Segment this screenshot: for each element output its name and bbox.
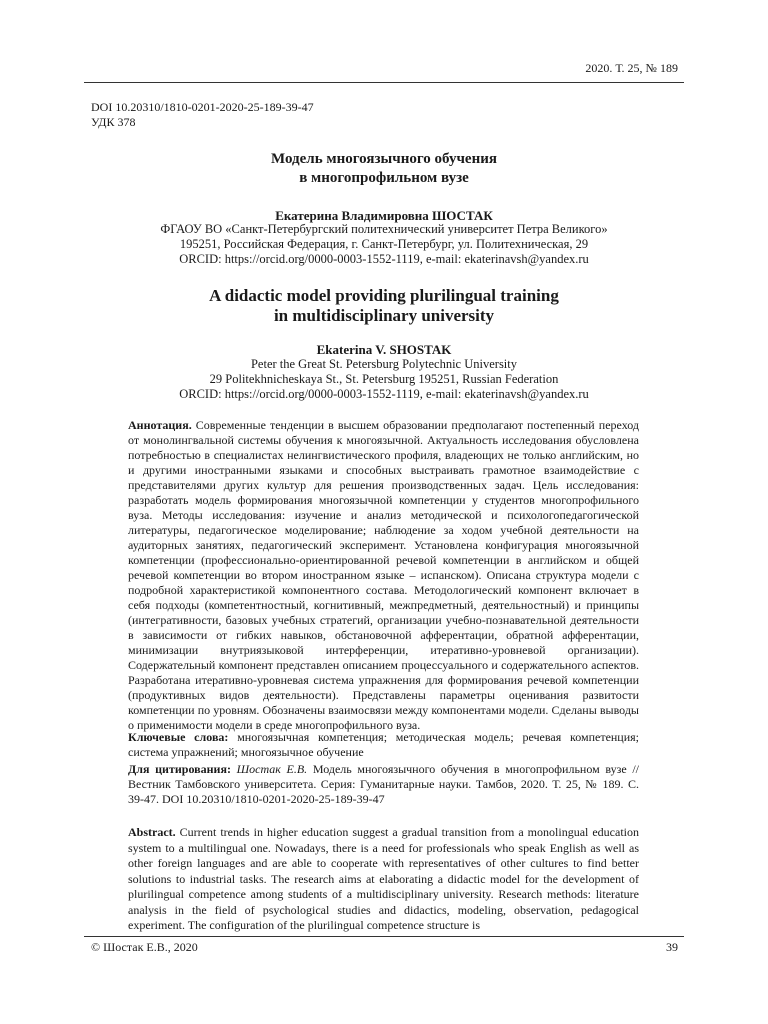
author-russian: Екатерина Владимировна ШОСТАК [275, 208, 493, 223]
keywords-label: Ключевые слова: [128, 730, 229, 744]
abstract-paragraph [128, 825, 639, 934]
citation-author: Шостак Е.В. [236, 762, 308, 776]
title-russian [84, 150, 684, 188]
annotation-label: Аннотация. [128, 418, 192, 432]
title-english-line2: in multidisciplinary university [273, 306, 495, 325]
annotation-paragraph [128, 418, 639, 733]
keywords-paragraph [128, 730, 639, 760]
udk: УДК 378 [91, 115, 136, 129]
title-english [84, 286, 684, 326]
affiliation-english-line2: 29 Politekhnicheskaya St., St. Petersburg 195251, Russian Federation [209, 372, 559, 386]
citation-text: Модель многоязычного обучения в многопрофильном вузе // Вестник Тамбовского университета. Серия: Гуманитарные науки. Тамбов, 2020. Т. 25, № 189. С. 39-47. DOI 10.20310/1810-0201-2020-25-189-39-47 [128, 762, 640, 806]
affiliation-russian [84, 222, 684, 267]
title-english-line1: A didactic model providing plurilingual training [209, 286, 559, 305]
page-number: 39 [666, 940, 678, 954]
affiliation-english-line1: Peter the Great St. Petersburg Polytechnic University [250, 357, 518, 371]
header-divider [84, 82, 684, 83]
title-russian-line1: Модель многоязычного обучения [271, 151, 497, 167]
title-russian-line2: в многопрофильном вузе [299, 170, 469, 186]
citation-paragraph [128, 762, 639, 807]
annotation-text: Современные тенденции в высшем образовании предполагают постепенный переход от монолингвальной системы обучения к многоязычной. Актуальность исследования обусловлена потребностью в специалистах нелингвистического профиля, владеющих не только английским, но и другими иностранными языками и способных выстраивать грамотное взаимодействие с представителями других культур для решения производственных задач. Цель исследования: разработать модель формирования многоязычной компетенции у студентов многопрофильного вуза. Методы исследования: изучение и анализ методической и психологопедагогической литературы, педагогическое моделирование; наблюдение за ходом учебной деятельности на аудиторных занятиях, педагогический эксперимент. Установлена конфигурация многоязычной компетенции (профессионально-ориентированной речевой компетенции в английском и общей речевой компетенции во втором иностранном языке – испанском). Описана структура модели с подробной характеристикой компонентного состава. Методологический компонент включает в себя подходы (компетентностный, когнитивный, межпредметный, деятельностный) и принципы (интегративности, базовых учебных стратегий, организации учебно-познавательной деятельности в зависимости от гибких навыков, обстановочной афферентации, обратной афферентации, минимизации внутриязыковой интерференции, итеративно-уровневой организации). Содержательный компонент представлен описанием процессуального и содержательного аспектов. Разработана итеративно-уровневая система упражнения для формирования речевой компетенции (продуктивных видов деятельности). Представлены параметры оценивания развитости компетенции по уровням. Обозначены взаимосвязи между компонентами модели. Сделаны выводы о применимости модели в среде многопрофильного вуза. [128, 418, 640, 732]
doi: DOI 10.20310/1810-0201-2020-25-189-39-47 [91, 100, 314, 114]
affiliation-russian-line2: 195251, Российская Федерация, г. Санкт-Петербург, ул. Политехническая, 29 [179, 237, 589, 251]
citation-label: Для цитирования: [128, 762, 231, 776]
abstract-label: Abstract. [128, 825, 176, 839]
keywords-text: многоязычная компетенция; методическая модель; речевая компетенция; система упражнений; многоязычное обучение [128, 730, 640, 759]
footer-divider [84, 936, 684, 937]
author-english: Ekaterina V. SHOSTAK [316, 342, 452, 357]
affiliation-english-line3: ORCID: https://orcid.org/0000-0003-1552-1119, e-mail: ekaterinavsh@yandex.ru [179, 387, 589, 401]
affiliation-russian-line1: ФГАОУ ВО «Санкт-Петербургский политехнический университет Петра Великого» [160, 222, 608, 236]
copyright: © Шостак Е.В., 2020 [91, 940, 198, 954]
affiliation-russian-line3: ORCID: https://orcid.org/0000-0003-1552-1119, e-mail: ekaterinavsh@yandex.ru [179, 252, 589, 266]
abstract-text: Current trends in higher education suggest a gradual transition from a monolingual education system to a multilingual one. Nowadays, there is a need for professionals who speak English as well as other foreign languages and are able to cooperate with representatives of other cultures to find better solutions to industrial tasks. The research aims at elaborating a didactic model for the development of plurilingual competence among students of a multidisciplinary university. Research methods: literature analysis in the field of psychological studies and didactics, modeling, observation, pedagogical experiment. The configuration of the plurilingual competence structure is [128, 825, 640, 932]
journal-issue: 2020. Т. 25, № 189 [585, 61, 678, 75]
affiliation-english [84, 357, 684, 402]
